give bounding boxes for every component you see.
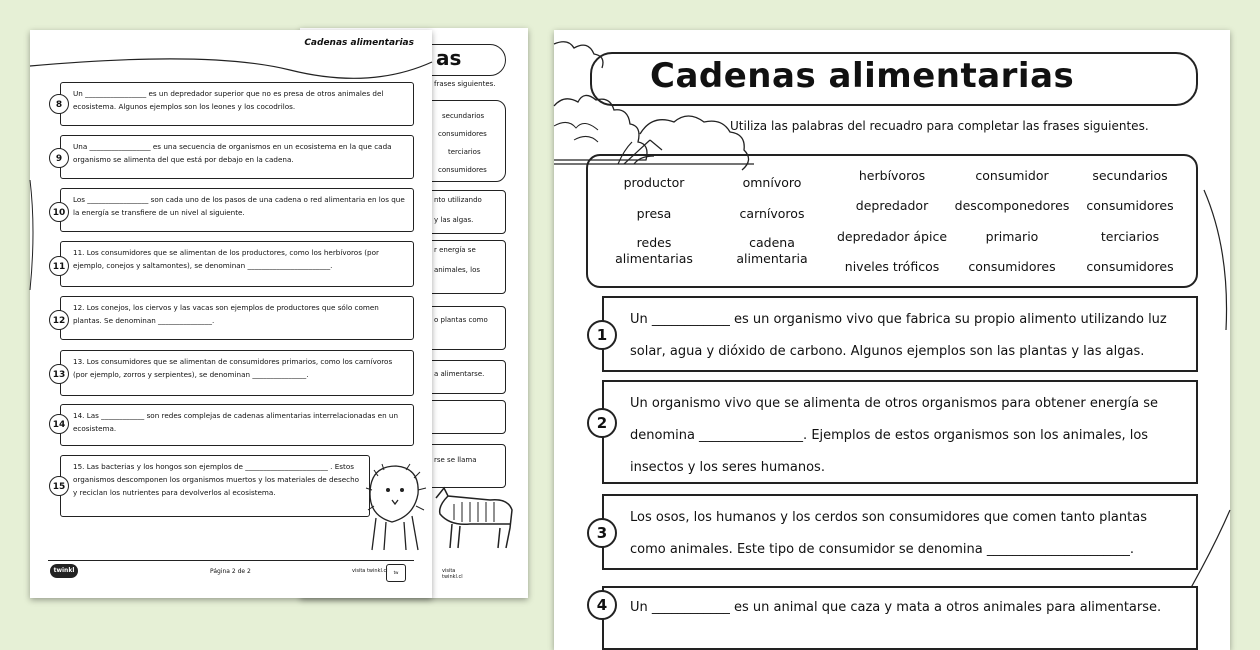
word-bank-item: secundarios [1092,168,1168,183]
footer-visit-text: visita twinkl.cl [442,568,463,580]
back-line: y las algas. [434,216,474,224]
back-line: animales, los [434,266,481,274]
back-line: r energía se [434,246,476,254]
word-bank-item: primario [985,229,1039,244]
donkey-illustration [430,484,520,554]
question-box: Los osos, los humanos y los cerdos son consumidores que comen tanto plantas como animales. Este tipo de consumidor se denomina ______________________. [602,494,1198,570]
question-box: Un ____________ es un animal que caza y mata a otros animales para alimentarse. [602,586,1198,650]
word-bank-item: carnívoros [739,206,805,221]
question-box: 12. Los conejos, los ciervos y las vacas son ejemplos de productores que sólo comen plantas. Se denominan _______________. [60,296,414,340]
question-box: Un organismo vivo que se alimenta de otros organismos para obtener energía se denomina ________________. Ejemplos de estos organismos son los animales, los insectos y los seres humanos. [602,380,1198,484]
question-number-badge: 10 [49,202,69,222]
back-word: consumidores [438,130,487,138]
question-box: 11. Los consumidores que se alimentan de los productores, como los herbívoros (por ejemplo, conejos y saltamontes), se denominan _______________________. [60,241,414,287]
word-bank-item: depredador [855,198,929,213]
question-number-badge: 1 [587,320,617,350]
question-box: Un ____________ es un organismo vivo que fabrica su propio alimento utilizando luz solar, agua y dióxido de carbono. Algunos ejemplos son las plantas y las algas. [602,296,1198,372]
question-number-badge: 13 [49,364,69,384]
word-bank-item: productor [623,175,685,190]
question-box: 13. Los consumidores que se alimentan de consumidores primarios, como los carnívoros (por ejemplo, zorros y serpientes), se denominan _______________. [60,350,414,396]
question-number-badge: 8 [49,94,69,114]
page-title: Cadenas alimentarias [650,56,1075,96]
back-line: a alimentarse. [434,370,485,378]
worksheet-page-1 [554,30,1230,650]
word-bank-item: cadena alimentaria [736,235,808,266]
question-number-badge: 2 [587,408,617,438]
question-box: 14. Las ____________ son redes complejas de cadenas alimentarias interrelacionadas en un ecosistema. [60,404,414,446]
instructions: Utiliza las palabras del recuadro para completar las frases siguientes. [730,119,1149,133]
word-bank-item: consumidores [1086,198,1174,213]
word-bank-item: redes alimentarias [615,235,693,266]
question-number-badge: 4 [587,590,617,620]
footer-visit-text: visita twinkl.cl [352,568,388,574]
question-number-badge: 15 [49,476,69,496]
back-word: consumidores [438,166,487,174]
question-box: 15. Las bacterias y los hongos son ejemplos de _______________________ . Estos organismos descomponen los organismos muertos y los materiales de desecho y reciclan los nutrientes para devolverlos al ecosistema. [60,455,370,517]
word-bank-item: omnívoro [742,175,802,190]
word-bank-item: descomponedores [954,198,1070,213]
back-line: nto utilizando [434,196,482,204]
word-bank-item: herbívoros [858,168,926,183]
question-box: Un _________________ es un depredador superior que no es presa de otros animales del ecosistema. Algunos ejemplos son los leones y los cocodrilos. [60,82,414,126]
question-number-badge: 12 [49,310,69,330]
question-box: Los _________________ son cada uno de los pasos de una cadena o red alimentaria en los que la energía se transfiere de un nivel al siguiente. [60,188,414,232]
back-line: o plantas como [434,316,488,324]
back-word: secundarios [442,112,485,120]
page-number: Página 2 de 2 [210,568,251,575]
question-number-badge: 9 [49,148,69,168]
back-line: rse se llama [434,456,477,464]
word-bank-item: consumidores [968,259,1056,274]
word-bank-item: terciarios [1100,229,1160,244]
lion-illustration [362,460,430,554]
question-number-badge: 14 [49,414,69,434]
question-box: Una _________________ es una secuencia de organismos en un ecosistema en la que cada organismo se alimenta del que está por debajo en la cadena. [60,135,414,179]
word-bank-item: depredador ápice [836,229,948,244]
back-title-fragment: as [436,46,462,70]
back-word: terciarios [448,148,481,156]
word-bank-item: consumidores [1086,259,1174,274]
twinkl-logo: twinkl [50,564,78,578]
word-bank-item: consumidor [975,168,1049,183]
brand-badge-icon [404,564,422,580]
footer-divider [48,560,414,561]
word-bank-item: presa [636,206,672,221]
word-bank-item: niveles tróficos [844,259,940,274]
question-number-badge: 11 [49,256,69,276]
brand-badge-icon: tw [386,564,406,582]
back-instruction-fragment: frases siguientes. [434,80,496,88]
question-number-badge: 3 [587,518,617,548]
page-title: Cadenas alimentarias [304,38,414,48]
